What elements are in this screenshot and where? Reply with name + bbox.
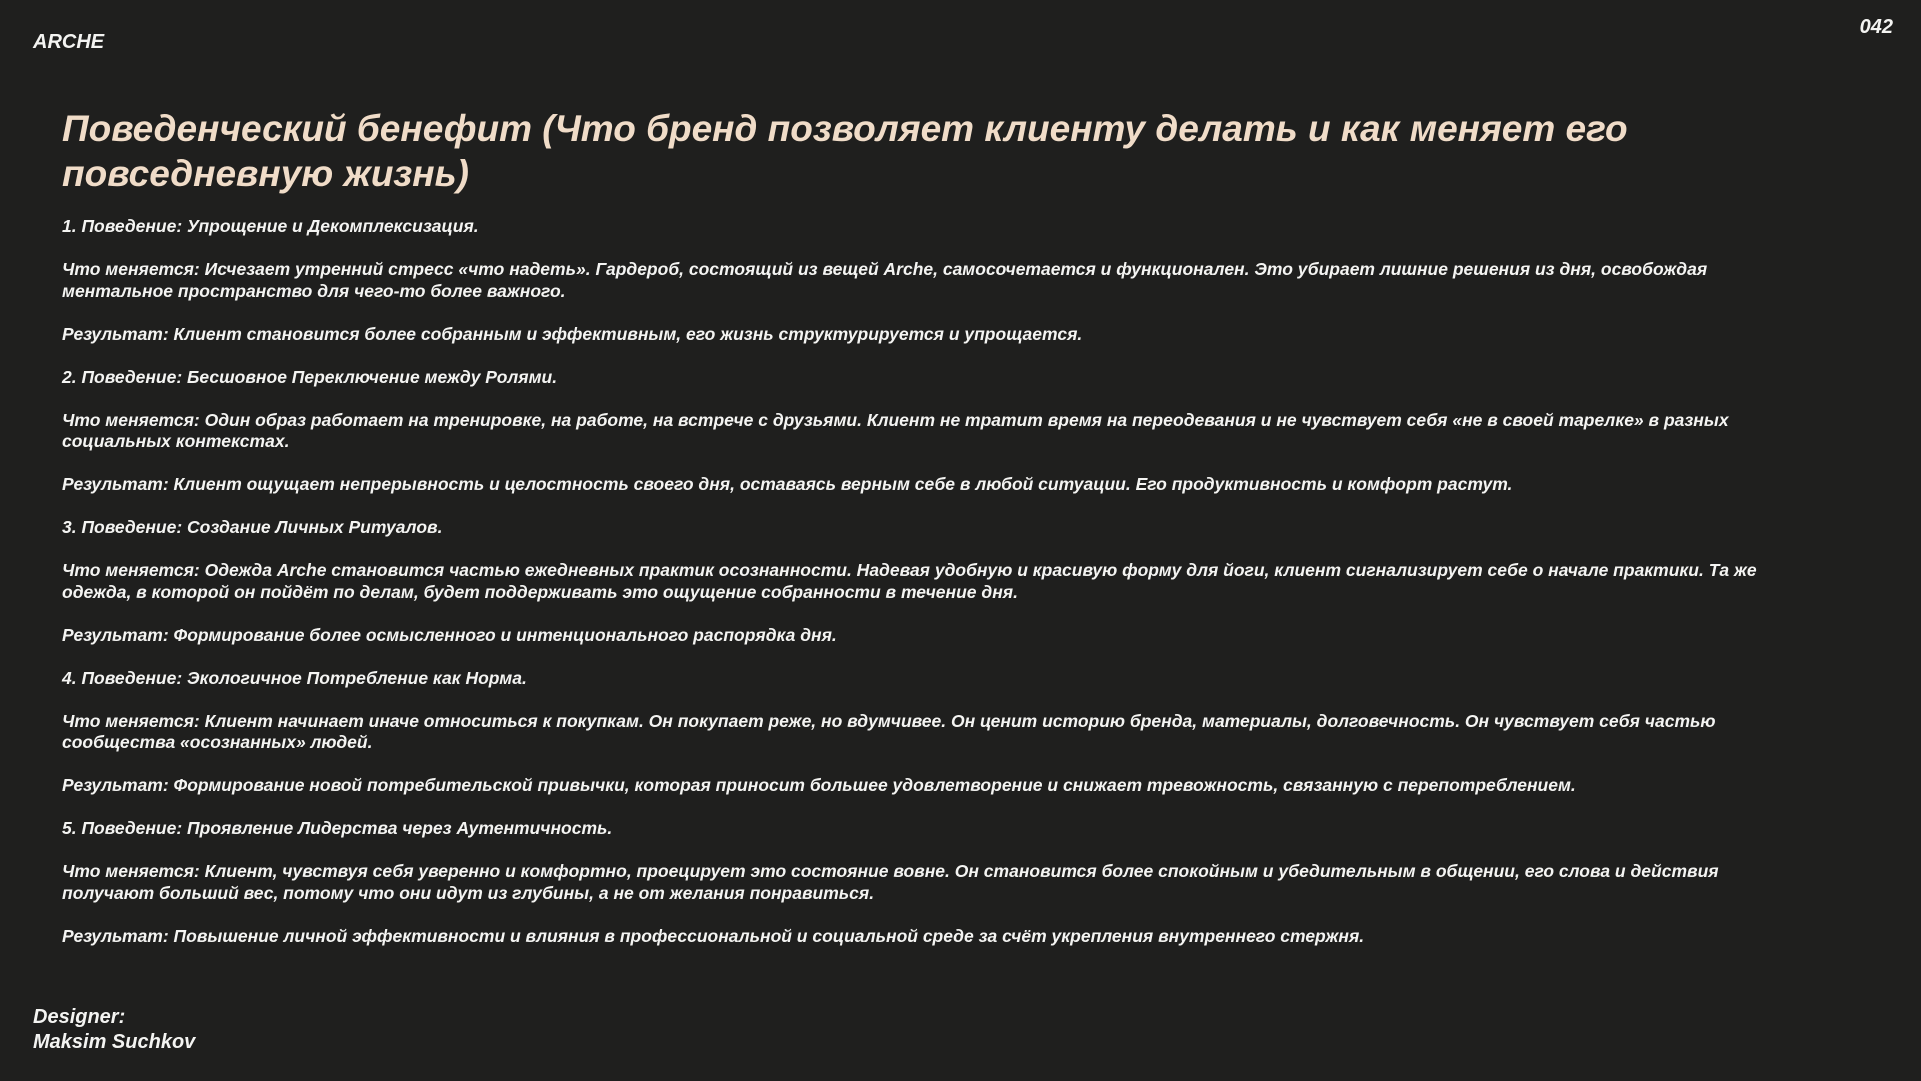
paragraph [62, 367, 1757, 389]
paragraph-line: 2. Поведение: Бесшовное Переключение между Ролями. [62, 366, 558, 387]
paragraph [62, 410, 1757, 453]
designer-label: Designer: [33, 1006, 126, 1028]
paragraph-line: Что меняется: Исчезает утренний стресс «что надеть». Гардероб, состоящий из вещей Arche, самосочетается и функционален. Это убирает лишние решения из дня, освобождая [62, 259, 1708, 279]
paragraph-line: Что меняется: Клиент начинает иначе относиться к покупкам. Он покупает реже, но вдумчивее. Он ценит историю бренда, материалы, долговечность. Он чувствует себя частью [62, 710, 1716, 731]
designer-name: Maksim Suchkov [33, 1031, 196, 1053]
paragraph-line: Результат: Формирование новой потребительской привычки, которая приносит большее удовлетворение и снижает тревожность, связанную с перепотреблением. [62, 775, 1576, 795]
paragraph-line: 4. Поведение: Экологичное Потребление как Норма. [62, 667, 527, 688]
paragraph-line: сообщества «осознанных» людей. [62, 732, 373, 752]
paragraph [62, 861, 1757, 904]
paragraph-line: одежда, в которой он пойдёт по делам, будет поддерживать это ощущение собранности в течение дня. [62, 581, 1018, 602]
paragraph-line: 1. Поведение: Упрощение и Декомплексизация. [62, 216, 479, 236]
paragraph [62, 926, 1757, 948]
page-title [62, 106, 1628, 196]
brand-logo: ARCHE [33, 31, 105, 53]
paragraph [62, 775, 1757, 797]
paragraph-line: Результат: Формирование более осмысленного и интенционального распорядка дня. [62, 624, 837, 645]
paragraph-line: получают больший вес, потому что они идут из глубины, а не от желания понравиться. [62, 882, 875, 903]
paragraph [62, 711, 1757, 754]
page-number: 042 [1859, 16, 1893, 38]
paragraph-line: Что меняется: Одежда Arche становится частью ежедневных практик осознанности. Надевая удобную и красивую форму для йоги, клиент сигнализирует себе о начале практики. Та же [62, 560, 1757, 580]
content-body [62, 216, 1757, 969]
paragraph-line: Что меняется: Один образ работает на тренировке, на работе, на встрече с друзьями. Клиент не тратит время на переодевания и не чувствует себя «не в своей тарелке» в разных [62, 409, 1729, 430]
paragraph [62, 560, 1757, 603]
paragraph-line: Результат: Повышение личной эффективности и влияния в профессиональной и социальной среде за счёт укрепления внутреннего стержня. [62, 925, 1365, 946]
paragraph-line: Что меняется: Клиент, чувствуя себя уверенно и комфортно, проецирует это состояние вовне. Он становится более спокойным и убедительным в общении, его слова и действия [62, 861, 1719, 881]
paragraph-line: 3. Поведение: Создание Личных Ритуалов. [62, 517, 443, 537]
paragraph [62, 216, 1757, 238]
paragraph-line: Результат: Клиент ощущает непрерывность и целостность своего дня, оставаясь верным себе в любой ситуации. Его продуктивность и комфорт растут. [62, 474, 1513, 494]
paragraph-line: Результат: Клиент становится более собранным и эффективным, его жизнь структурируется и упрощается. [62, 323, 1083, 344]
title-line: Поведенческий бенефит (Что бренд позволяет клиенту делать и как меняет его [62, 108, 1628, 149]
paragraph-line: социальных контекстах. [62, 431, 290, 451]
paragraph [62, 474, 1757, 496]
designer-credit [33, 1005, 195, 1055]
paragraph-line: ментальное пространство для чего-то более важного. [62, 280, 566, 301]
paragraph-line: 5. Поведение: Проявление Лидерства через Аутентичность. [62, 818, 613, 838]
paragraph [62, 517, 1757, 539]
paragraph [62, 324, 1757, 346]
paragraph [62, 259, 1757, 302]
paragraph [62, 668, 1757, 690]
paragraph [62, 818, 1757, 840]
paragraph [62, 625, 1757, 647]
title-line: повседневную жизнь) [62, 153, 469, 194]
